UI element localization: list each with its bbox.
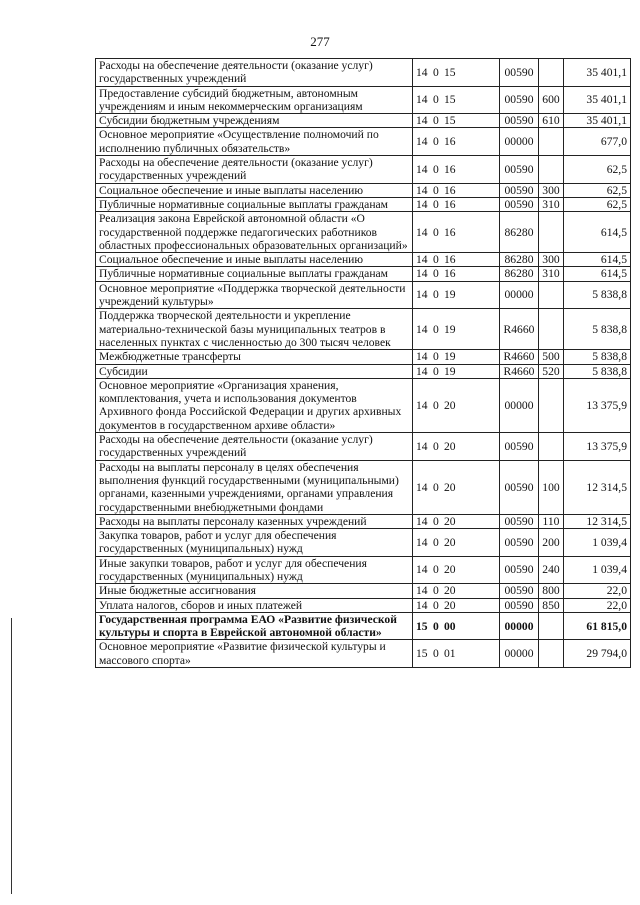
direction-code: 00590 xyxy=(500,183,539,197)
direction-code: 00000 xyxy=(500,612,539,640)
direction-code: 00590 xyxy=(500,584,539,598)
code-part-pp: 0 xyxy=(433,253,439,267)
program-code xyxy=(413,364,500,378)
code-part-gp: 14 xyxy=(416,350,428,364)
code-part-om: 19 xyxy=(444,288,456,302)
code-part-gp: 14 xyxy=(416,183,428,197)
expense-type-code: 300 xyxy=(539,183,564,197)
amount: 61 815,0 xyxy=(564,612,631,640)
amount: 5 838,8 xyxy=(564,364,631,378)
expense-name: Предоставление субсидий бюджетным, автономным учреждениям и иным некоммерческим организациям xyxy=(96,86,413,114)
code-part-gp: 14 xyxy=(416,253,428,267)
expense-type-code xyxy=(539,156,564,184)
program-code xyxy=(413,86,500,114)
expense-name: Основное мероприятие «Осуществление полномочий по исполнению публичных обязательств» xyxy=(96,128,413,156)
program-code xyxy=(413,156,500,184)
code-part-pp: 0 xyxy=(433,598,439,612)
expense-name: Публичные нормативные социальные выплаты гражданам xyxy=(96,267,413,281)
expense-name: Государственная программа ЕАО «Развитие физической культуры и спорта в Еврейской автономной области» xyxy=(96,612,413,640)
code-part-pp: 0 xyxy=(433,65,439,79)
program-code xyxy=(413,584,500,598)
budget-table xyxy=(95,58,631,668)
code-part-om: 20 xyxy=(444,563,456,577)
program-code xyxy=(413,59,500,87)
direction-code: 00590 xyxy=(500,514,539,528)
code-part-om: 19 xyxy=(444,350,456,364)
code-part-gp: 14 xyxy=(416,162,428,176)
program-code xyxy=(413,281,500,309)
code-part-om: 16 xyxy=(444,135,456,149)
code-part-om: 15 xyxy=(444,93,456,107)
expense-type-code: 500 xyxy=(539,350,564,364)
expense-type-code: 600 xyxy=(539,86,564,114)
code-part-gp: 14 xyxy=(416,584,428,598)
table-row xyxy=(96,364,631,378)
code-part-om: 16 xyxy=(444,253,456,267)
table-row xyxy=(96,281,631,309)
code-part-om: 16 xyxy=(444,267,456,281)
code-part-gp: 14 xyxy=(416,480,428,494)
code-part-gp: 14 xyxy=(416,288,428,302)
code-part-pp: 0 xyxy=(433,267,439,281)
direction-code: 86280 xyxy=(500,212,539,253)
code-part-pp: 0 xyxy=(433,535,439,549)
code-part-pp: 0 xyxy=(433,480,439,494)
code-part-pp: 0 xyxy=(433,197,439,211)
direction-code: 00590 xyxy=(500,529,539,557)
expense-type-code: 310 xyxy=(539,197,564,211)
program-code xyxy=(413,529,500,557)
expense-name: Расходы на обеспечение деятельности (оказание услуг) государственных учреждений xyxy=(96,156,413,184)
program-code xyxy=(413,598,500,612)
code-part-pp: 0 xyxy=(433,350,439,364)
code-part-gp: 14 xyxy=(416,135,428,149)
amount: 1 039,4 xyxy=(564,556,631,584)
program-code xyxy=(413,183,500,197)
code-part-gp: 14 xyxy=(416,225,428,239)
expense-type-code: 200 xyxy=(539,529,564,557)
program-code xyxy=(413,212,500,253)
amount: 13 375,9 xyxy=(564,378,631,432)
amount: 1 039,4 xyxy=(564,529,631,557)
expense-type-code xyxy=(539,59,564,87)
amount: 35 401,1 xyxy=(564,86,631,114)
table-row xyxy=(96,197,631,211)
expense-type-code: 310 xyxy=(539,267,564,281)
code-part-om: 16 xyxy=(444,162,456,176)
amount: 22,0 xyxy=(564,598,631,612)
expense-name: Иные закупки товаров, работ и услуг для обеспечения государственных (муниципальных) нужд xyxy=(96,556,413,584)
amount: 12 314,5 xyxy=(564,514,631,528)
expense-name: Иные бюджетные ассигнования xyxy=(96,584,413,598)
table-row xyxy=(96,128,631,156)
table-row xyxy=(96,460,631,514)
direction-code: 00590 xyxy=(500,460,539,514)
expense-name: Публичные нормативные социальные выплаты гражданам xyxy=(96,197,413,211)
program-code xyxy=(413,433,500,461)
direction-code: R4660 xyxy=(500,350,539,364)
code-part-pp: 0 xyxy=(433,183,439,197)
code-part-gp: 15 xyxy=(416,647,428,661)
table-row xyxy=(96,556,631,584)
code-part-pp: 0 xyxy=(433,322,439,336)
code-part-om: 20 xyxy=(444,398,456,412)
table-row xyxy=(96,114,631,128)
expense-name: Субсидии xyxy=(96,364,413,378)
expense-name: Расходы на выплаты персоналу в целях обеспечения выполнения функций государственными (муниципальными) органами, казенными учреждениями, органами управления государственными внебюджетными фондами xyxy=(96,460,413,514)
code-part-om: 20 xyxy=(444,439,456,453)
expense-type-code: 240 xyxy=(539,556,564,584)
direction-code: 00590 xyxy=(500,433,539,461)
amount: 5 838,8 xyxy=(564,309,631,350)
expense-name: Поддержка творческой деятельности и укрепление материально-технической базы муниципальных театров в населенных пунктах с численностью до 300 тысяч человек xyxy=(96,309,413,350)
code-part-om: 19 xyxy=(444,322,456,336)
expense-name: Межбюджетные трансферты xyxy=(96,350,413,364)
expense-name: Закупка товаров, работ и услуг для обеспечения государственных (муниципальных) нужд xyxy=(96,529,413,557)
amount: 35 401,1 xyxy=(564,59,631,87)
direction-code: 00590 xyxy=(500,197,539,211)
amount: 62,5 xyxy=(564,197,631,211)
code-part-pp: 0 xyxy=(433,93,439,107)
code-part-om: 15 xyxy=(444,65,456,79)
table-row xyxy=(96,350,631,364)
program-code xyxy=(413,128,500,156)
program-code xyxy=(413,197,500,211)
direction-code: 86280 xyxy=(500,267,539,281)
program-code xyxy=(413,253,500,267)
expense-type-code xyxy=(539,378,564,432)
margin-line xyxy=(11,618,12,894)
direction-code: 00000 xyxy=(500,281,539,309)
expense-name: Социальное обеспечение и иные выплаты населению xyxy=(96,253,413,267)
code-part-pp: 0 xyxy=(433,563,439,577)
code-part-pp: 0 xyxy=(433,398,439,412)
table-row xyxy=(96,612,631,640)
code-part-pp: 0 xyxy=(433,288,439,302)
page-number: 277 xyxy=(310,34,330,49)
amount: 62,5 xyxy=(564,156,631,184)
amount: 614,5 xyxy=(564,253,631,267)
table-row xyxy=(96,267,631,281)
program-code xyxy=(413,514,500,528)
code-part-gp: 14 xyxy=(416,364,428,378)
code-part-gp: 14 xyxy=(416,65,428,79)
expense-type-code xyxy=(539,128,564,156)
code-part-om: 01 xyxy=(444,647,456,661)
direction-code: 00000 xyxy=(500,640,539,668)
code-part-gp: 14 xyxy=(416,197,428,211)
program-code xyxy=(413,350,500,364)
program-code xyxy=(413,378,500,432)
direction-code: 00590 xyxy=(500,598,539,612)
table-row xyxy=(96,212,631,253)
expense-type-code: 800 xyxy=(539,584,564,598)
expense-name: Социальное обеспечение и иные выплаты населению xyxy=(96,183,413,197)
expense-name: Расходы на выплаты персоналу казенных учреждений xyxy=(96,514,413,528)
amount: 12 314,5 xyxy=(564,460,631,514)
code-part-om: 16 xyxy=(444,225,456,239)
table-row xyxy=(96,59,631,87)
code-part-gp: 14 xyxy=(416,93,428,107)
program-code xyxy=(413,612,500,640)
code-part-om: 15 xyxy=(444,114,456,128)
code-part-om: 00 xyxy=(444,619,456,633)
amount: 13 375,9 xyxy=(564,433,631,461)
code-part-pp: 0 xyxy=(433,114,439,128)
expense-name: Основное мероприятие «Организация хранения, комплектования, учета и использования документов Архивного фонда Российской Федерации и других архивных документов в государственном архиве области» xyxy=(96,378,413,432)
code-part-gp: 14 xyxy=(416,114,428,128)
code-part-gp: 14 xyxy=(416,563,428,577)
expense-type-code: 850 xyxy=(539,598,564,612)
table-row xyxy=(96,86,631,114)
table-row xyxy=(96,253,631,267)
program-code xyxy=(413,556,500,584)
amount: 614,5 xyxy=(564,212,631,253)
direction-code: R4660 xyxy=(500,364,539,378)
expense-name: Реализация закона Еврейской автономной области «О государственной поддержке педагогических работников областных профессиональных образовательных организаций» xyxy=(96,212,413,253)
direction-code: 86280 xyxy=(500,253,539,267)
code-part-om: 20 xyxy=(444,480,456,494)
expense-type-code xyxy=(539,309,564,350)
direction-code: 00000 xyxy=(500,378,539,432)
amount: 62,5 xyxy=(564,183,631,197)
code-part-om: 20 xyxy=(444,598,456,612)
code-part-om: 20 xyxy=(444,514,456,528)
program-code xyxy=(413,267,500,281)
amount: 22,0 xyxy=(564,584,631,598)
amount: 614,5 xyxy=(564,267,631,281)
code-part-pp: 0 xyxy=(433,647,439,661)
direction-code: 00590 xyxy=(500,114,539,128)
direction-code: R4660 xyxy=(500,309,539,350)
code-part-om: 16 xyxy=(444,197,456,211)
program-code xyxy=(413,114,500,128)
code-part-om: 20 xyxy=(444,535,456,549)
expense-type-code xyxy=(539,640,564,668)
expense-name: Уплата налогов, сборов и иных платежей xyxy=(96,598,413,612)
expense-type-code: 520 xyxy=(539,364,564,378)
table-row xyxy=(96,183,631,197)
table-row xyxy=(96,598,631,612)
code-part-pp: 0 xyxy=(433,364,439,378)
expense-type-code: 610 xyxy=(539,114,564,128)
code-part-pp: 0 xyxy=(433,439,439,453)
table-row xyxy=(96,433,631,461)
expense-name: Основное мероприятие «Развитие физической культуры и массового спорта» xyxy=(96,640,413,668)
code-part-gp: 14 xyxy=(416,598,428,612)
code-part-pp: 0 xyxy=(433,225,439,239)
program-code xyxy=(413,460,500,514)
code-part-gp: 14 xyxy=(416,398,428,412)
table-row xyxy=(96,640,631,668)
code-part-gp: 14 xyxy=(416,322,428,336)
direction-code: 00590 xyxy=(500,86,539,114)
direction-code: 00590 xyxy=(500,59,539,87)
expense-name: Основное мероприятие «Поддержка творческой деятельности учреждений культуры» xyxy=(96,281,413,309)
code-part-om: 19 xyxy=(444,364,456,378)
table-row xyxy=(96,378,631,432)
code-part-pp: 0 xyxy=(433,514,439,528)
table-row xyxy=(96,156,631,184)
expense-type-code xyxy=(539,212,564,253)
expense-type-code: 300 xyxy=(539,253,564,267)
expense-type-code xyxy=(539,433,564,461)
amount: 29 794,0 xyxy=(564,640,631,668)
table-row xyxy=(96,529,631,557)
code-part-gp: 14 xyxy=(416,267,428,281)
code-part-gp: 14 xyxy=(416,535,428,549)
amount: 35 401,1 xyxy=(564,114,631,128)
expense-type-code xyxy=(539,281,564,309)
table-row xyxy=(96,584,631,598)
amount: 677,0 xyxy=(564,128,631,156)
code-part-om: 20 xyxy=(444,584,456,598)
code-part-gp: 14 xyxy=(416,514,428,528)
expense-name: Расходы на обеспечение деятельности (оказание услуг) государственных учреждений xyxy=(96,59,413,87)
amount: 5 838,8 xyxy=(564,350,631,364)
direction-code: 00590 xyxy=(500,556,539,584)
expense-type-code xyxy=(539,612,564,640)
expense-type-code: 110 xyxy=(539,514,564,528)
code-part-gp: 15 xyxy=(416,619,428,633)
program-code xyxy=(413,640,500,668)
code-part-om: 16 xyxy=(444,183,456,197)
amount: 5 838,8 xyxy=(564,281,631,309)
code-part-pp: 0 xyxy=(433,162,439,176)
code-part-gp: 14 xyxy=(416,439,428,453)
program-code xyxy=(413,309,500,350)
direction-code: 00000 xyxy=(500,128,539,156)
table-row xyxy=(96,309,631,350)
code-part-pp: 0 xyxy=(433,135,439,149)
expense-name: Субсидии бюджетным учреждениям xyxy=(96,114,413,128)
code-part-pp: 0 xyxy=(433,619,439,633)
expense-type-code: 100 xyxy=(539,460,564,514)
direction-code: 00590 xyxy=(500,156,539,184)
code-part-pp: 0 xyxy=(433,584,439,598)
table-row xyxy=(96,514,631,528)
expense-name: Расходы на обеспечение деятельности (оказание услуг) государственных учреждений xyxy=(96,433,413,461)
